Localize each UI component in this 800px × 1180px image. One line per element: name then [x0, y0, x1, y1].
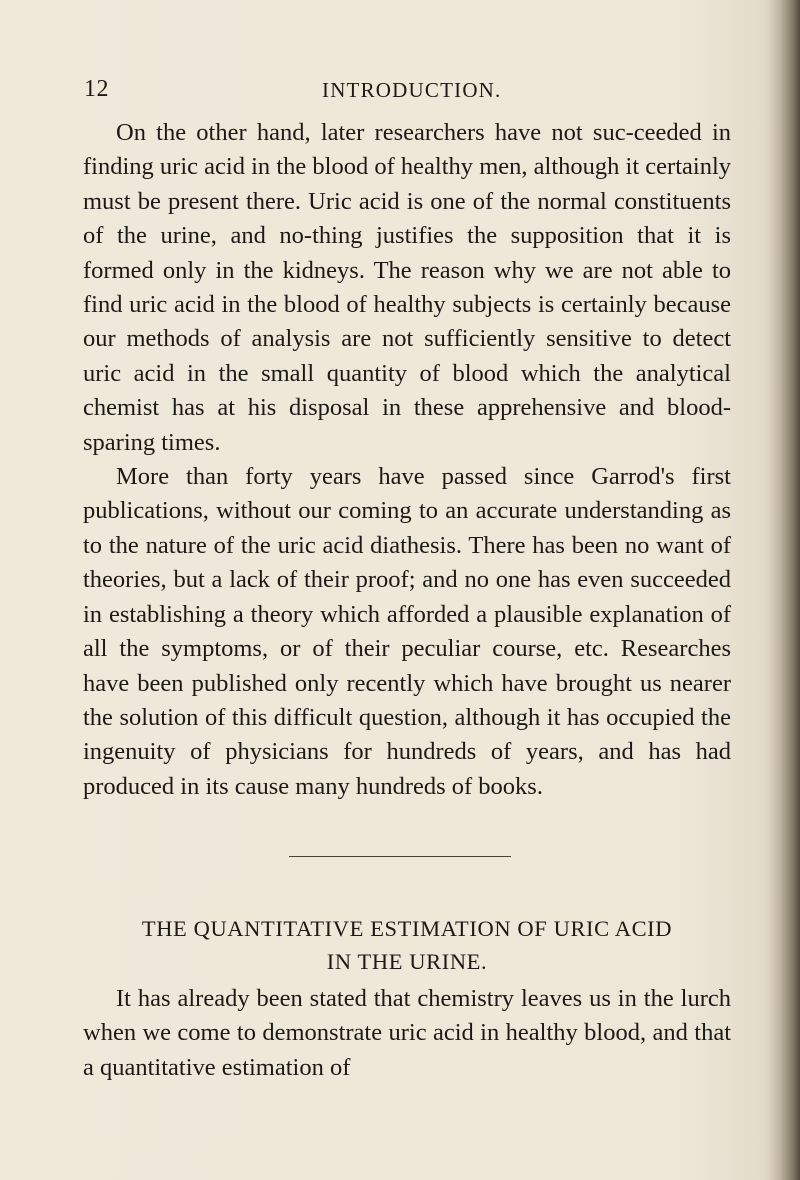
running-head [84, 76, 724, 110]
paragraph-uric-acid-blood: On the other hand, later researchers have not suc-ceeded in finding uric acid in the blood of healthy men, although it certainly must be present there. Uric acid is one of the normal constituents of the urine, and no-thing justifies the supposition that it is formed only in the kidneys. The reason why we are not able to find uric acid in the blood of healthy subjects is certainly because our methods of analysis are not sufficiently sensitive to detect uric acid in the small quantity of blood which the analytical chemist has at his disposal in these apprehensive and blood-sparing times. [83, 119, 731, 456]
section-heading [83, 912, 731, 978]
body-text [83, 116, 731, 804]
section-heading-line-1: THE QUANTITATIVE ESTIMATION OF URIC ACID [141, 916, 673, 941]
page-edge-shadow [766, 0, 800, 1180]
section-divider [289, 856, 511, 857]
section-heading-line-2: IN THE URINE. [326, 949, 488, 974]
paragraph-garrod-publications: More than forty years have passed since Garrod's first publications, without our coming to an accurate understanding as to the nature of the uric acid diathesis. There has been no want of theories, but a lack of their proof; and no one has even succeeded in establishing a theory which afforded a plausible explanation of all the symptoms, or of their peculiar course, etc. Researches have been published only recently which have brought us nearer the solution of this difficult question, although it has occupied the ingenuity of physicians for hundreds of years, and has had produced in its cause many hundreds of books. [83, 463, 731, 800]
running-title: INTRODUCTION. [322, 78, 502, 102]
section-body-text [83, 982, 731, 1085]
paragraph-quantitative-estimation: It has already been stated that chemistry leaves us in the lurch when we come to demonstrate uric acid in healthy blood, and that a quantitative estimation of [83, 985, 731, 1081]
page-number: 12 [84, 76, 109, 102]
